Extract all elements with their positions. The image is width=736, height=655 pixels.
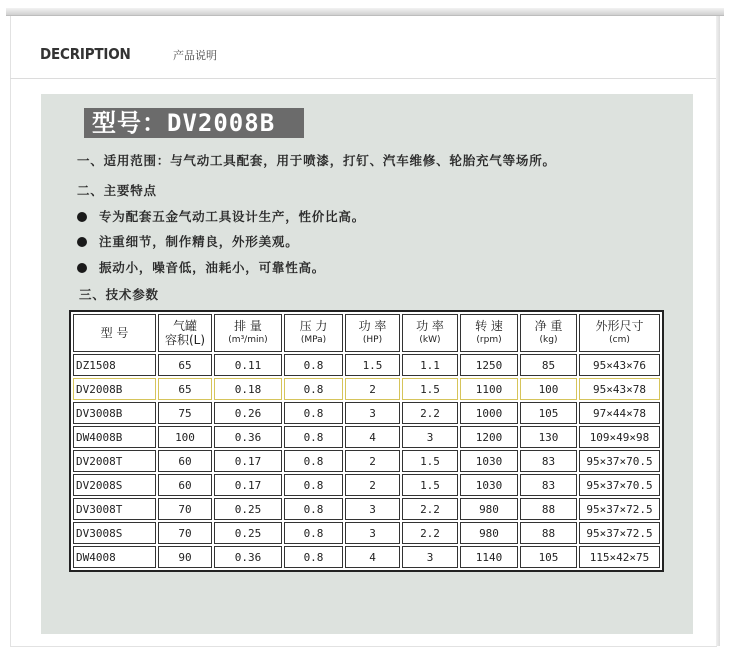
table-row-highlighted <box>73 378 660 400</box>
table-row <box>73 402 660 424</box>
table-cell: 0.25 <box>214 522 282 544</box>
header-cell <box>402 314 458 352</box>
header-label: 转 速 <box>475 319 503 333</box>
table-cell: 95×43×76 <box>579 354 660 376</box>
table-cell: 95×37×70.5 <box>579 474 660 496</box>
table-cell: 2 <box>345 378 400 400</box>
table-row <box>73 498 660 520</box>
scope-line: 一、适用范围：与气动工具配套，用于喷漆，打钉、汽车维修、轮胎充气等场所。 <box>77 153 556 168</box>
table-cell: DV3008T <box>73 498 156 520</box>
section-header <box>10 28 716 79</box>
feature-item <box>77 258 325 276</box>
table-header-row <box>73 314 660 352</box>
header-unit: (cm) <box>609 335 630 345</box>
table-cell: 0.18 <box>214 378 282 400</box>
header-label: 压 力 <box>299 319 328 333</box>
table-cell: 0.8 <box>284 354 343 376</box>
table-cell: 1030 <box>460 450 518 472</box>
table-cell: 1.5 <box>402 474 458 496</box>
table-cell: 3 <box>345 522 400 544</box>
feature-text: 振动小，噪音低，油耗小，可靠性高。 <box>99 260 326 275</box>
table-cell: 100 <box>158 426 212 448</box>
table-cell: 83 <box>520 450 577 472</box>
header-label: 外形尺寸 <box>595 319 644 333</box>
feature-text: 注重细节，制作精良，外形美观。 <box>99 234 299 249</box>
table-cell: 2.2 <box>402 402 458 424</box>
table-cell: 3 <box>402 546 458 568</box>
table-cell: 4 <box>345 546 400 568</box>
table-cell: 95×37×70.5 <box>579 450 660 472</box>
table-cell: 60 <box>158 474 212 496</box>
table-cell: DV3008B <box>73 402 156 424</box>
table-cell: 4 <box>345 426 400 448</box>
section-title: DECRIPTION <box>40 45 131 63</box>
table-row <box>73 522 660 544</box>
table-cell: 0.17 <box>214 474 282 496</box>
table-cell: 0.17 <box>214 450 282 472</box>
table-cell: DW4008 <box>73 546 156 568</box>
header-unit: (kg) <box>539 335 558 345</box>
table-cell: DZ1508 <box>73 354 156 376</box>
table-cell: 0.8 <box>284 402 343 424</box>
table-cell: 0.8 <box>284 426 343 448</box>
bullet-icon <box>77 237 87 247</box>
header-cell <box>158 314 212 352</box>
table-cell: 0.36 <box>214 546 282 568</box>
table-cell: DV3008S <box>73 522 156 544</box>
feature-item <box>77 232 299 250</box>
table-cell: 85 <box>520 354 577 376</box>
bullet-icon <box>77 263 87 273</box>
spec-table <box>69 310 664 572</box>
table-cell: 1200 <box>460 426 518 448</box>
features-heading: 二、主要特点 <box>77 183 157 198</box>
table-cell: DW4008B <box>73 426 156 448</box>
header-cell <box>345 314 400 352</box>
section-subtitle: 产品说明 <box>173 49 217 62</box>
table-cell: 0.8 <box>284 450 343 472</box>
header-unit: (kW) <box>419 335 441 345</box>
table-cell: 95×43×78 <box>579 378 660 400</box>
table-cell: 109×49×98 <box>579 426 660 448</box>
table-cell: 90 <box>158 546 212 568</box>
header-label: 气罐 <box>172 319 197 333</box>
bullet-icon <box>77 212 87 222</box>
table-cell: 1.5 <box>402 378 458 400</box>
table-cell: 70 <box>158 498 212 520</box>
feature-item <box>77 207 365 225</box>
table-cell: 88 <box>520 522 577 544</box>
table-cell: 3 <box>345 498 400 520</box>
table-cell: 88 <box>520 498 577 520</box>
table-cell: 75 <box>158 402 212 424</box>
table-row <box>73 354 660 376</box>
header-unit: (HP) <box>362 335 383 345</box>
header-cell <box>284 314 343 352</box>
table-cell: 0.8 <box>284 498 343 520</box>
right-edge <box>716 16 720 646</box>
table-cell: 105 <box>520 546 577 568</box>
table-cell: 1.1 <box>402 354 458 376</box>
table-cell: 0.8 <box>284 474 343 496</box>
table-cell: 3 <box>345 402 400 424</box>
table-cell: 2.2 <box>402 498 458 520</box>
header-cell <box>73 314 156 352</box>
header-label: 净 重 <box>534 319 563 333</box>
table-cell: 0.26 <box>214 402 282 424</box>
header-unit: (MPa) <box>300 335 327 345</box>
table-cell: 1030 <box>460 474 518 496</box>
table-cell: 2 <box>345 450 400 472</box>
table-cell: 2 <box>345 474 400 496</box>
table-cell: 1140 <box>460 546 518 568</box>
table-cell: 95×37×72.5 <box>579 498 660 520</box>
header-unit: (m³/min) <box>228 335 268 345</box>
header-unit: 容积(L) <box>164 333 206 347</box>
params-heading: 三、技术参数 <box>79 287 159 302</box>
feature-text: 专为配套五金气动工具设计生产，性价比高。 <box>99 209 366 224</box>
table-cell: DV2008T <box>73 450 156 472</box>
table-cell: 65 <box>158 378 212 400</box>
table-cell: 0.8 <box>284 522 343 544</box>
header-cell <box>214 314 282 352</box>
table-cell: 70 <box>158 522 212 544</box>
table-row <box>73 450 660 472</box>
table-cell: 1.5 <box>402 450 458 472</box>
table-cell: 0.11 <box>214 354 282 376</box>
table-cell: 1000 <box>460 402 518 424</box>
top-bar <box>6 8 724 16</box>
header-label: 排 量 <box>234 319 262 333</box>
table-cell: 115×42×75 <box>579 546 660 568</box>
table-cell: 0.36 <box>214 426 282 448</box>
table-cell: DV2008S <box>73 474 156 496</box>
header-cell <box>520 314 577 352</box>
table-cell: 980 <box>460 498 518 520</box>
table-row <box>73 426 660 448</box>
table-cell: 83 <box>520 474 577 496</box>
product-panel <box>41 94 693 634</box>
table-cell: 100 <box>520 378 577 400</box>
table-cell: 2.2 <box>402 522 458 544</box>
table-cell: 1250 <box>460 354 518 376</box>
table-cell: 0.8 <box>284 546 343 568</box>
table-cell: 95×37×72.5 <box>579 522 660 544</box>
table-cell: 3 <box>402 426 458 448</box>
table-cell: 130 <box>520 426 577 448</box>
table-row <box>73 546 660 568</box>
table-cell: 980 <box>460 522 518 544</box>
table-cell: DV2008B <box>73 378 156 400</box>
header-label: 功 率 <box>358 319 387 333</box>
table-cell: 1100 <box>460 378 518 400</box>
header-unit: (rpm) <box>476 335 502 345</box>
header-cell <box>460 314 518 352</box>
header-label: 功 率 <box>416 319 444 333</box>
header-cell <box>579 314 660 352</box>
table-cell: 97×44×78 <box>579 402 660 424</box>
table-row <box>73 474 660 496</box>
table-cell: 105 <box>520 402 577 424</box>
table-cell: 60 <box>158 450 212 472</box>
header-label: 型 号 <box>100 326 129 340</box>
table-cell: 1.5 <box>345 354 400 376</box>
model-title: 型号：DV2008B <box>84 108 304 138</box>
table-cell: 65 <box>158 354 212 376</box>
table-cell: 0.25 <box>214 498 282 520</box>
table-cell: 0.8 <box>284 378 343 400</box>
